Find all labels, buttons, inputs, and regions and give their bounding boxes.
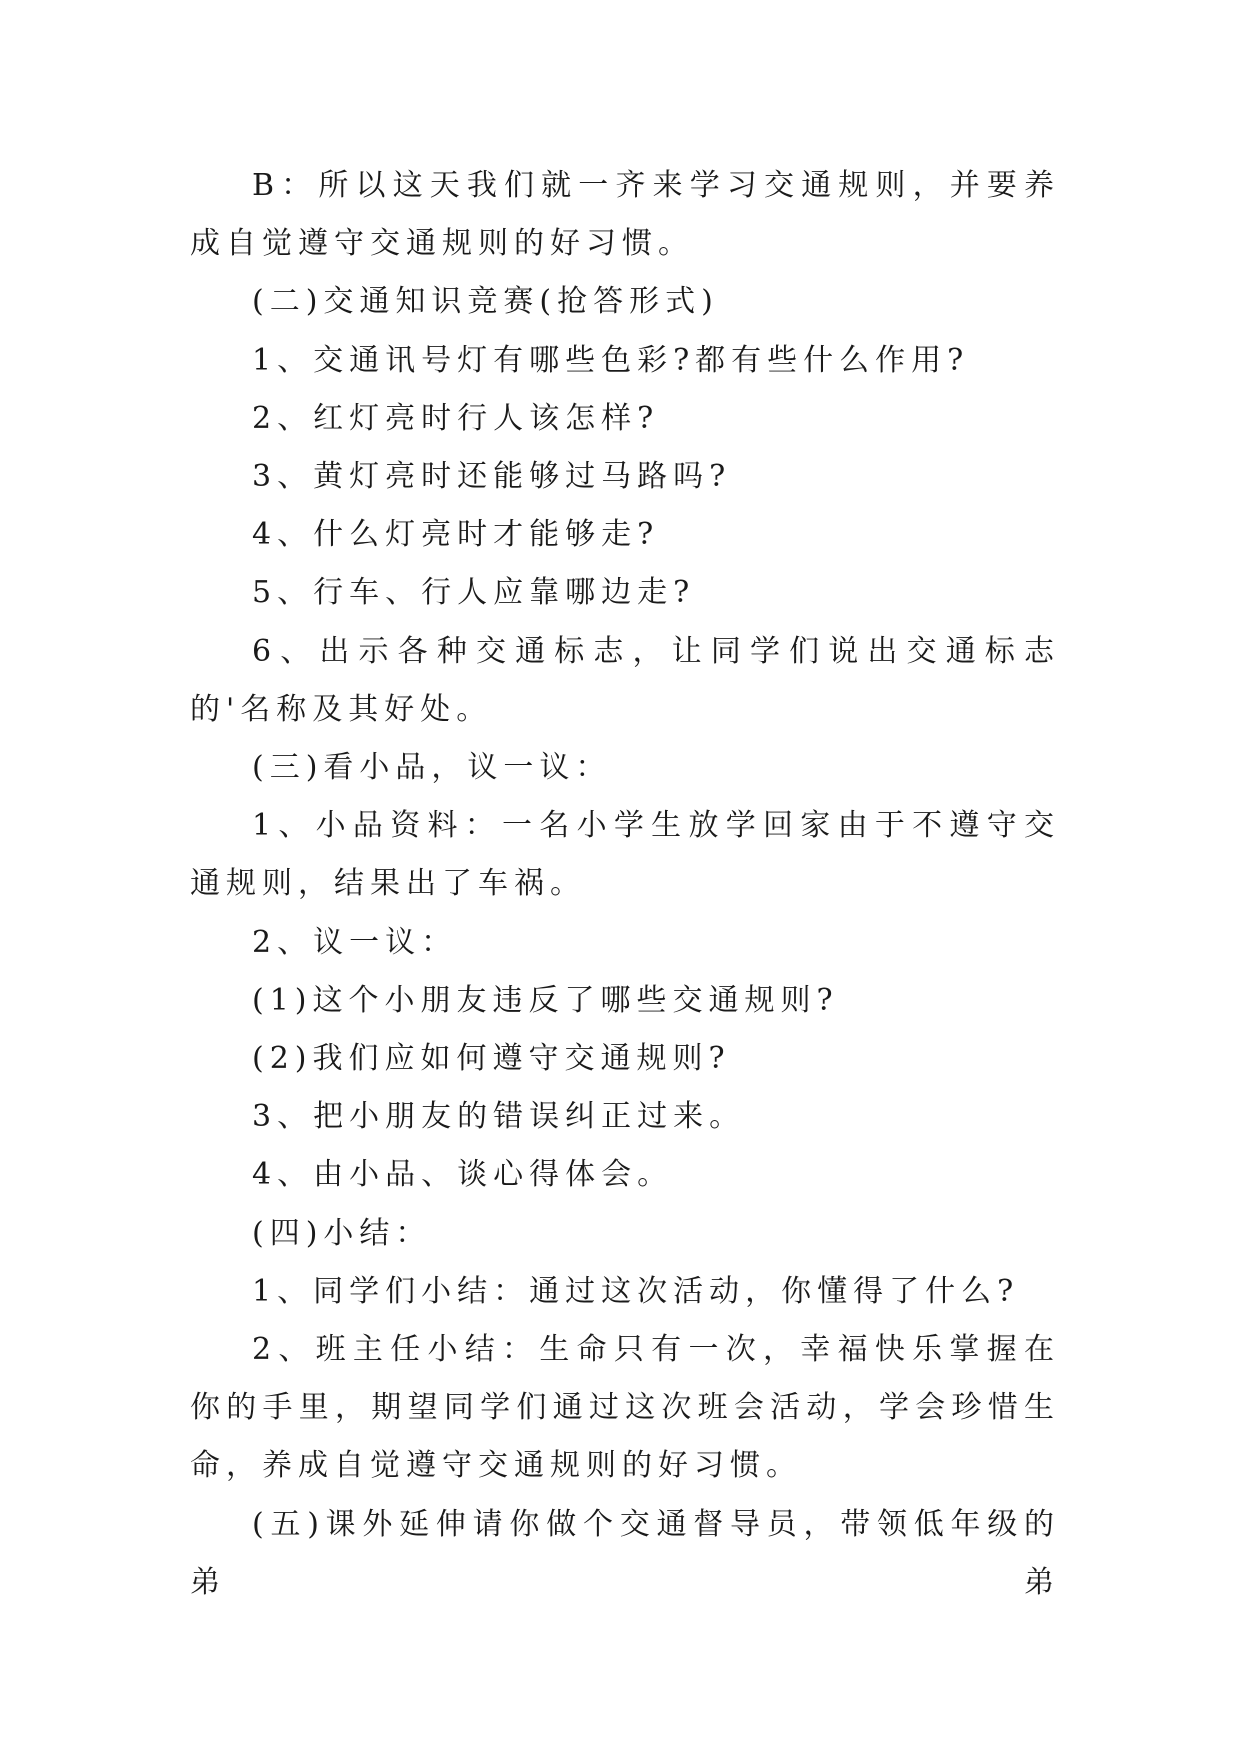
list-item: 3、把小朋友的错误纠正过来。 bbox=[252, 1099, 746, 1135]
section-heading: (五)课外延伸请你做个交通督导员，带领低年级的弟弟 bbox=[190, 1506, 1060, 1600]
document-body bbox=[190, 157, 1060, 1612]
list-item: 3、黄灯亮时还能够过马路吗? bbox=[252, 459, 732, 495]
list-item: 2、议一议： bbox=[252, 924, 458, 960]
list-item: 2、班主任小结：生命只有一次，幸福快乐掌握在你的手里，期望同学们通过这次班会活动，学会珍惜生命，养成自觉遵守交通规则的好习惯。 bbox=[190, 1332, 1060, 1484]
paragraph: B：所以这天我们就一齐来学习交通规则，并要养成自觉遵守交通规则的好习惯。 bbox=[190, 168, 1060, 262]
section-heading: (三)看小品，议一议： bbox=[252, 750, 612, 786]
list-item: 4、由小品、谈心得体会。 bbox=[252, 1157, 674, 1193]
list-item: 5、行车、行人应靠哪边走? bbox=[252, 575, 696, 611]
list-item: 6、出示各种交通标志，让同学们说出交通标志的'名称及其好处。 bbox=[190, 633, 1060, 727]
list-item: 1、同学们小结：通过这次活动，你懂得了什么? bbox=[252, 1273, 1020, 1309]
list-item: 4、什么灯亮时才能够走? bbox=[252, 517, 660, 553]
sub-list-item: (1)这个小朋友违反了哪些交通规则? bbox=[252, 982, 839, 1018]
section-heading: (四)小结： bbox=[252, 1215, 432, 1251]
list-item: 2、红灯亮时行人该怎样? bbox=[252, 400, 660, 436]
section-heading: (二)交通知识竞赛(抢答形式) bbox=[252, 284, 719, 320]
list-item: 1、交通讯号灯有哪些色彩?都有些什么作用? bbox=[252, 342, 970, 378]
sub-list-item: (2)我们应如何遵守交通规则? bbox=[252, 1041, 731, 1077]
list-item: 1、小品资料：一名小学生放学回家由于不遵守交通规则，结果出了车祸。 bbox=[190, 808, 1060, 902]
